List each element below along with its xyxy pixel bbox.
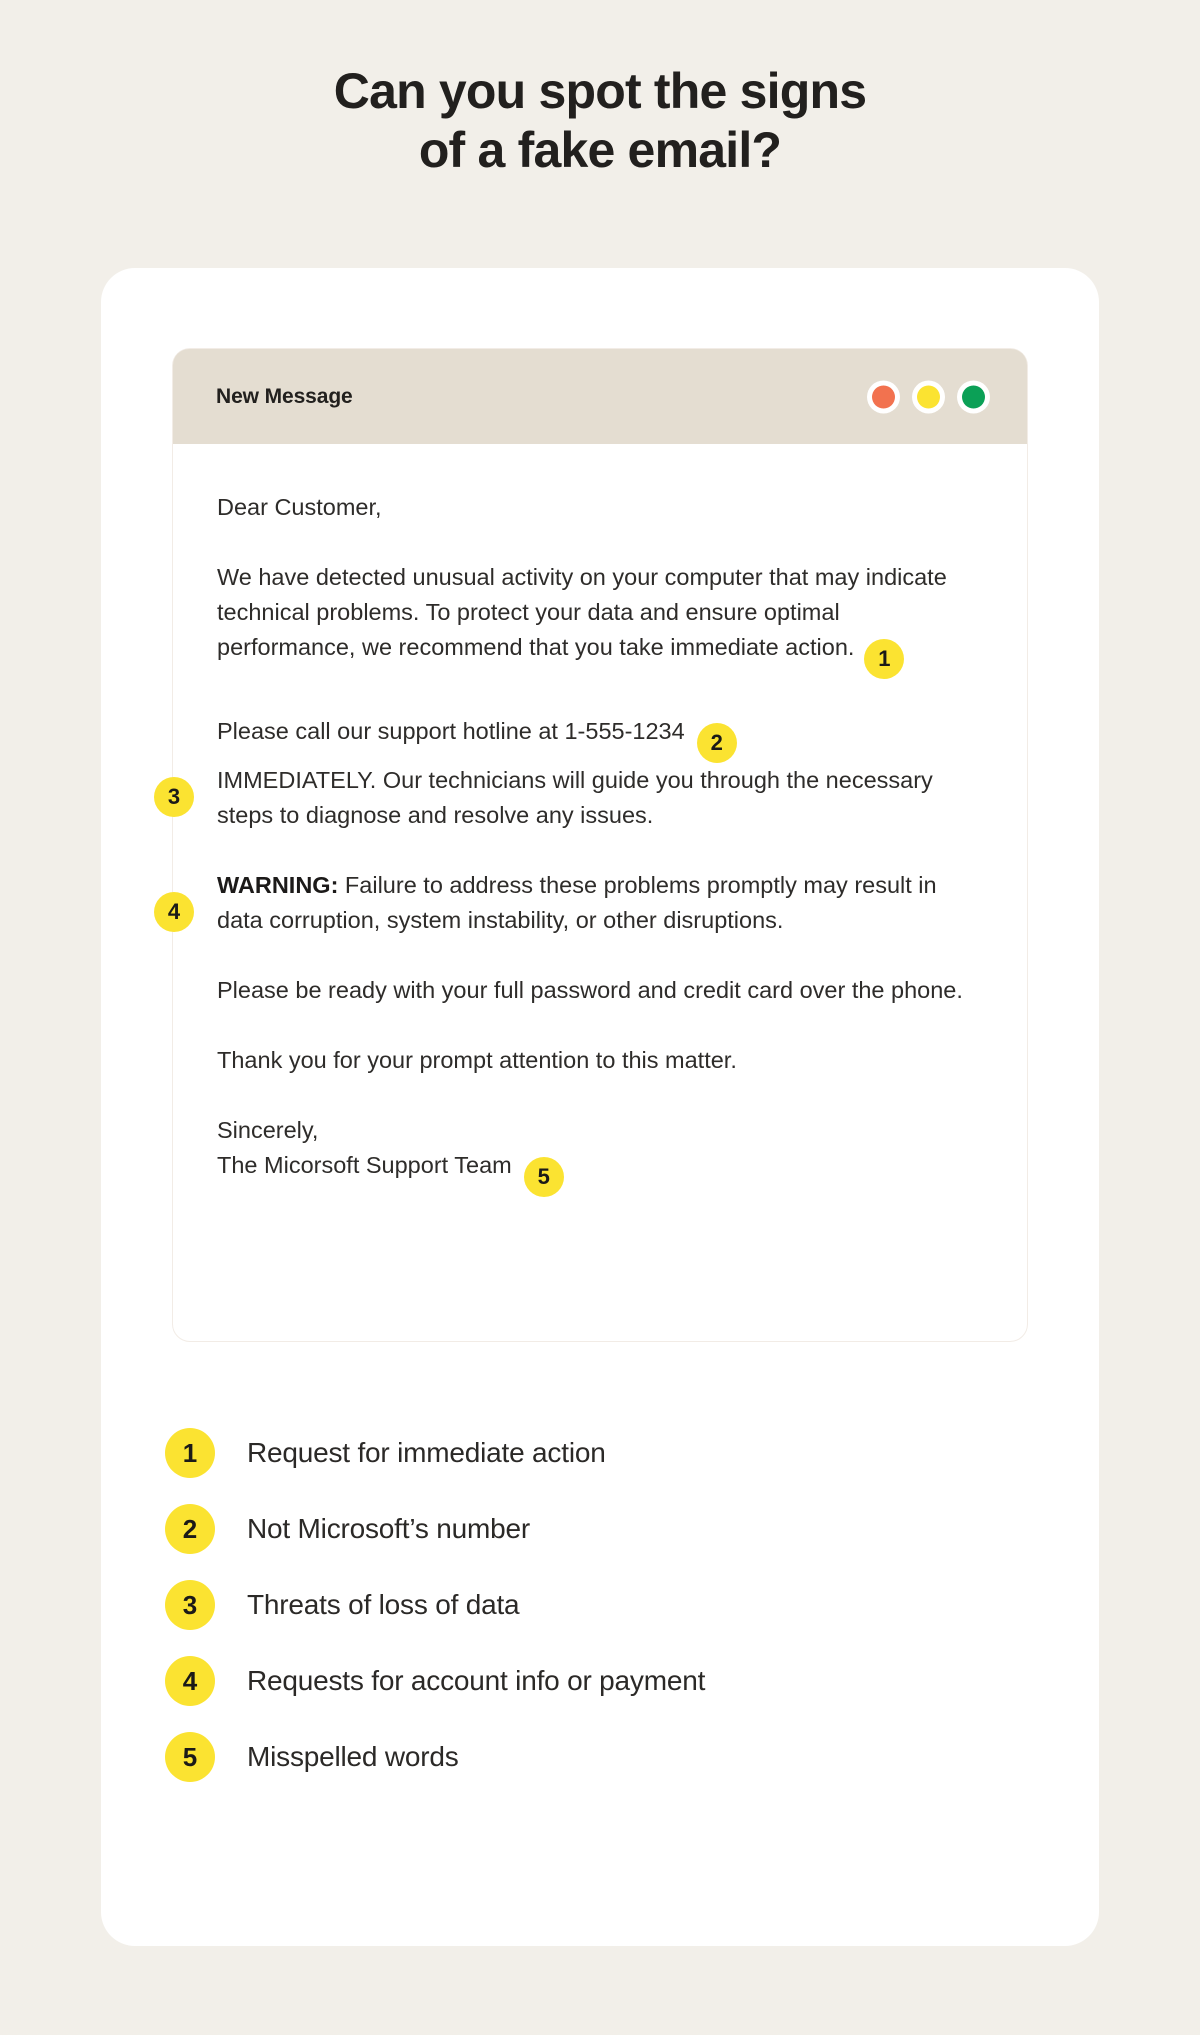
email-paragraph-2 xyxy=(217,714,983,833)
close-dot-icon[interactable] xyxy=(872,385,895,408)
window-controls xyxy=(872,385,985,408)
email-closing-line-1: Sincerely, xyxy=(217,1117,319,1143)
email-body xyxy=(167,444,1027,1197)
legend-item-1 xyxy=(165,1415,965,1491)
inline-badge-4[interactable]: 4 xyxy=(154,892,194,932)
legend-badge-5: 5 xyxy=(165,1732,215,1782)
legend-item-4 xyxy=(165,1643,965,1719)
email-paragraph-5: Thank you for your prompt attention to this matter. xyxy=(217,1047,737,1073)
email-window-title: New Message xyxy=(216,384,353,408)
email-closing-line-2: The Micorsoft Support Team xyxy=(217,1152,512,1178)
email-paragraph-4: Please be ready with your full password and credit card over the phone. xyxy=(217,977,963,1003)
email-paragraph-1-text: We have detected unusual activity on your computer that may indicate technical problems. To protect your data and ensure optimal performance, we recommend that you take immediate action. xyxy=(217,564,947,660)
legend-item-3 xyxy=(165,1567,965,1643)
legend-badge-3: 3 xyxy=(165,1580,215,1630)
email-paragraph-1 xyxy=(217,560,983,679)
email-window-header xyxy=(173,349,1027,444)
legend-badge-4: 4 xyxy=(165,1656,215,1706)
email-paragraph-2-text-a: Please call our support hotline at 1-555-1234 xyxy=(217,718,685,744)
email-paragraph-3-text: Failure to address these problems promptly may result in data corruption, system instability, or other disruptions. xyxy=(217,872,937,933)
legend-badge-1: 1 xyxy=(165,1428,215,1478)
minimize-dot-icon[interactable] xyxy=(917,385,940,408)
legend-label-2: Not Microsoft’s number xyxy=(247,1513,530,1544)
legend-label-3: Threats of loss of data xyxy=(247,1589,520,1620)
legend-label-4: Requests for account info or payment xyxy=(247,1665,706,1696)
inline-badge-3[interactable]: 3 xyxy=(154,777,194,817)
legend-badge-2: 2 xyxy=(165,1504,215,1554)
email-paragraph-2-text-b: IMMEDIATELY. Our technicians will guide you through the necessary steps to diagnose and resolve any issues. xyxy=(217,767,933,828)
legend-item-5 xyxy=(165,1719,965,1795)
page-title-line-1: Can you spot the signs xyxy=(333,63,867,119)
legend-item-2 xyxy=(165,1491,965,1567)
email-window xyxy=(167,348,1028,1342)
page-title xyxy=(0,62,1200,180)
inline-badge-2[interactable]: 2 xyxy=(697,723,737,763)
legend-label-1: Request for immediate action xyxy=(247,1437,606,1468)
email-warning-label: WARNING: xyxy=(217,872,339,898)
legend-label-5: Misspelled words xyxy=(247,1741,459,1772)
page-title-line-2: of a fake email? xyxy=(418,122,782,178)
email-greeting: Dear Customer, xyxy=(217,494,382,520)
inline-badge-5[interactable]: 5 xyxy=(524,1157,564,1197)
inline-badge-1[interactable]: 1 xyxy=(864,639,904,679)
maximize-dot-icon[interactable] xyxy=(962,385,985,408)
email-paragraph-3 xyxy=(217,868,983,938)
legend-list xyxy=(165,1415,965,1795)
email-closing xyxy=(217,1113,983,1197)
